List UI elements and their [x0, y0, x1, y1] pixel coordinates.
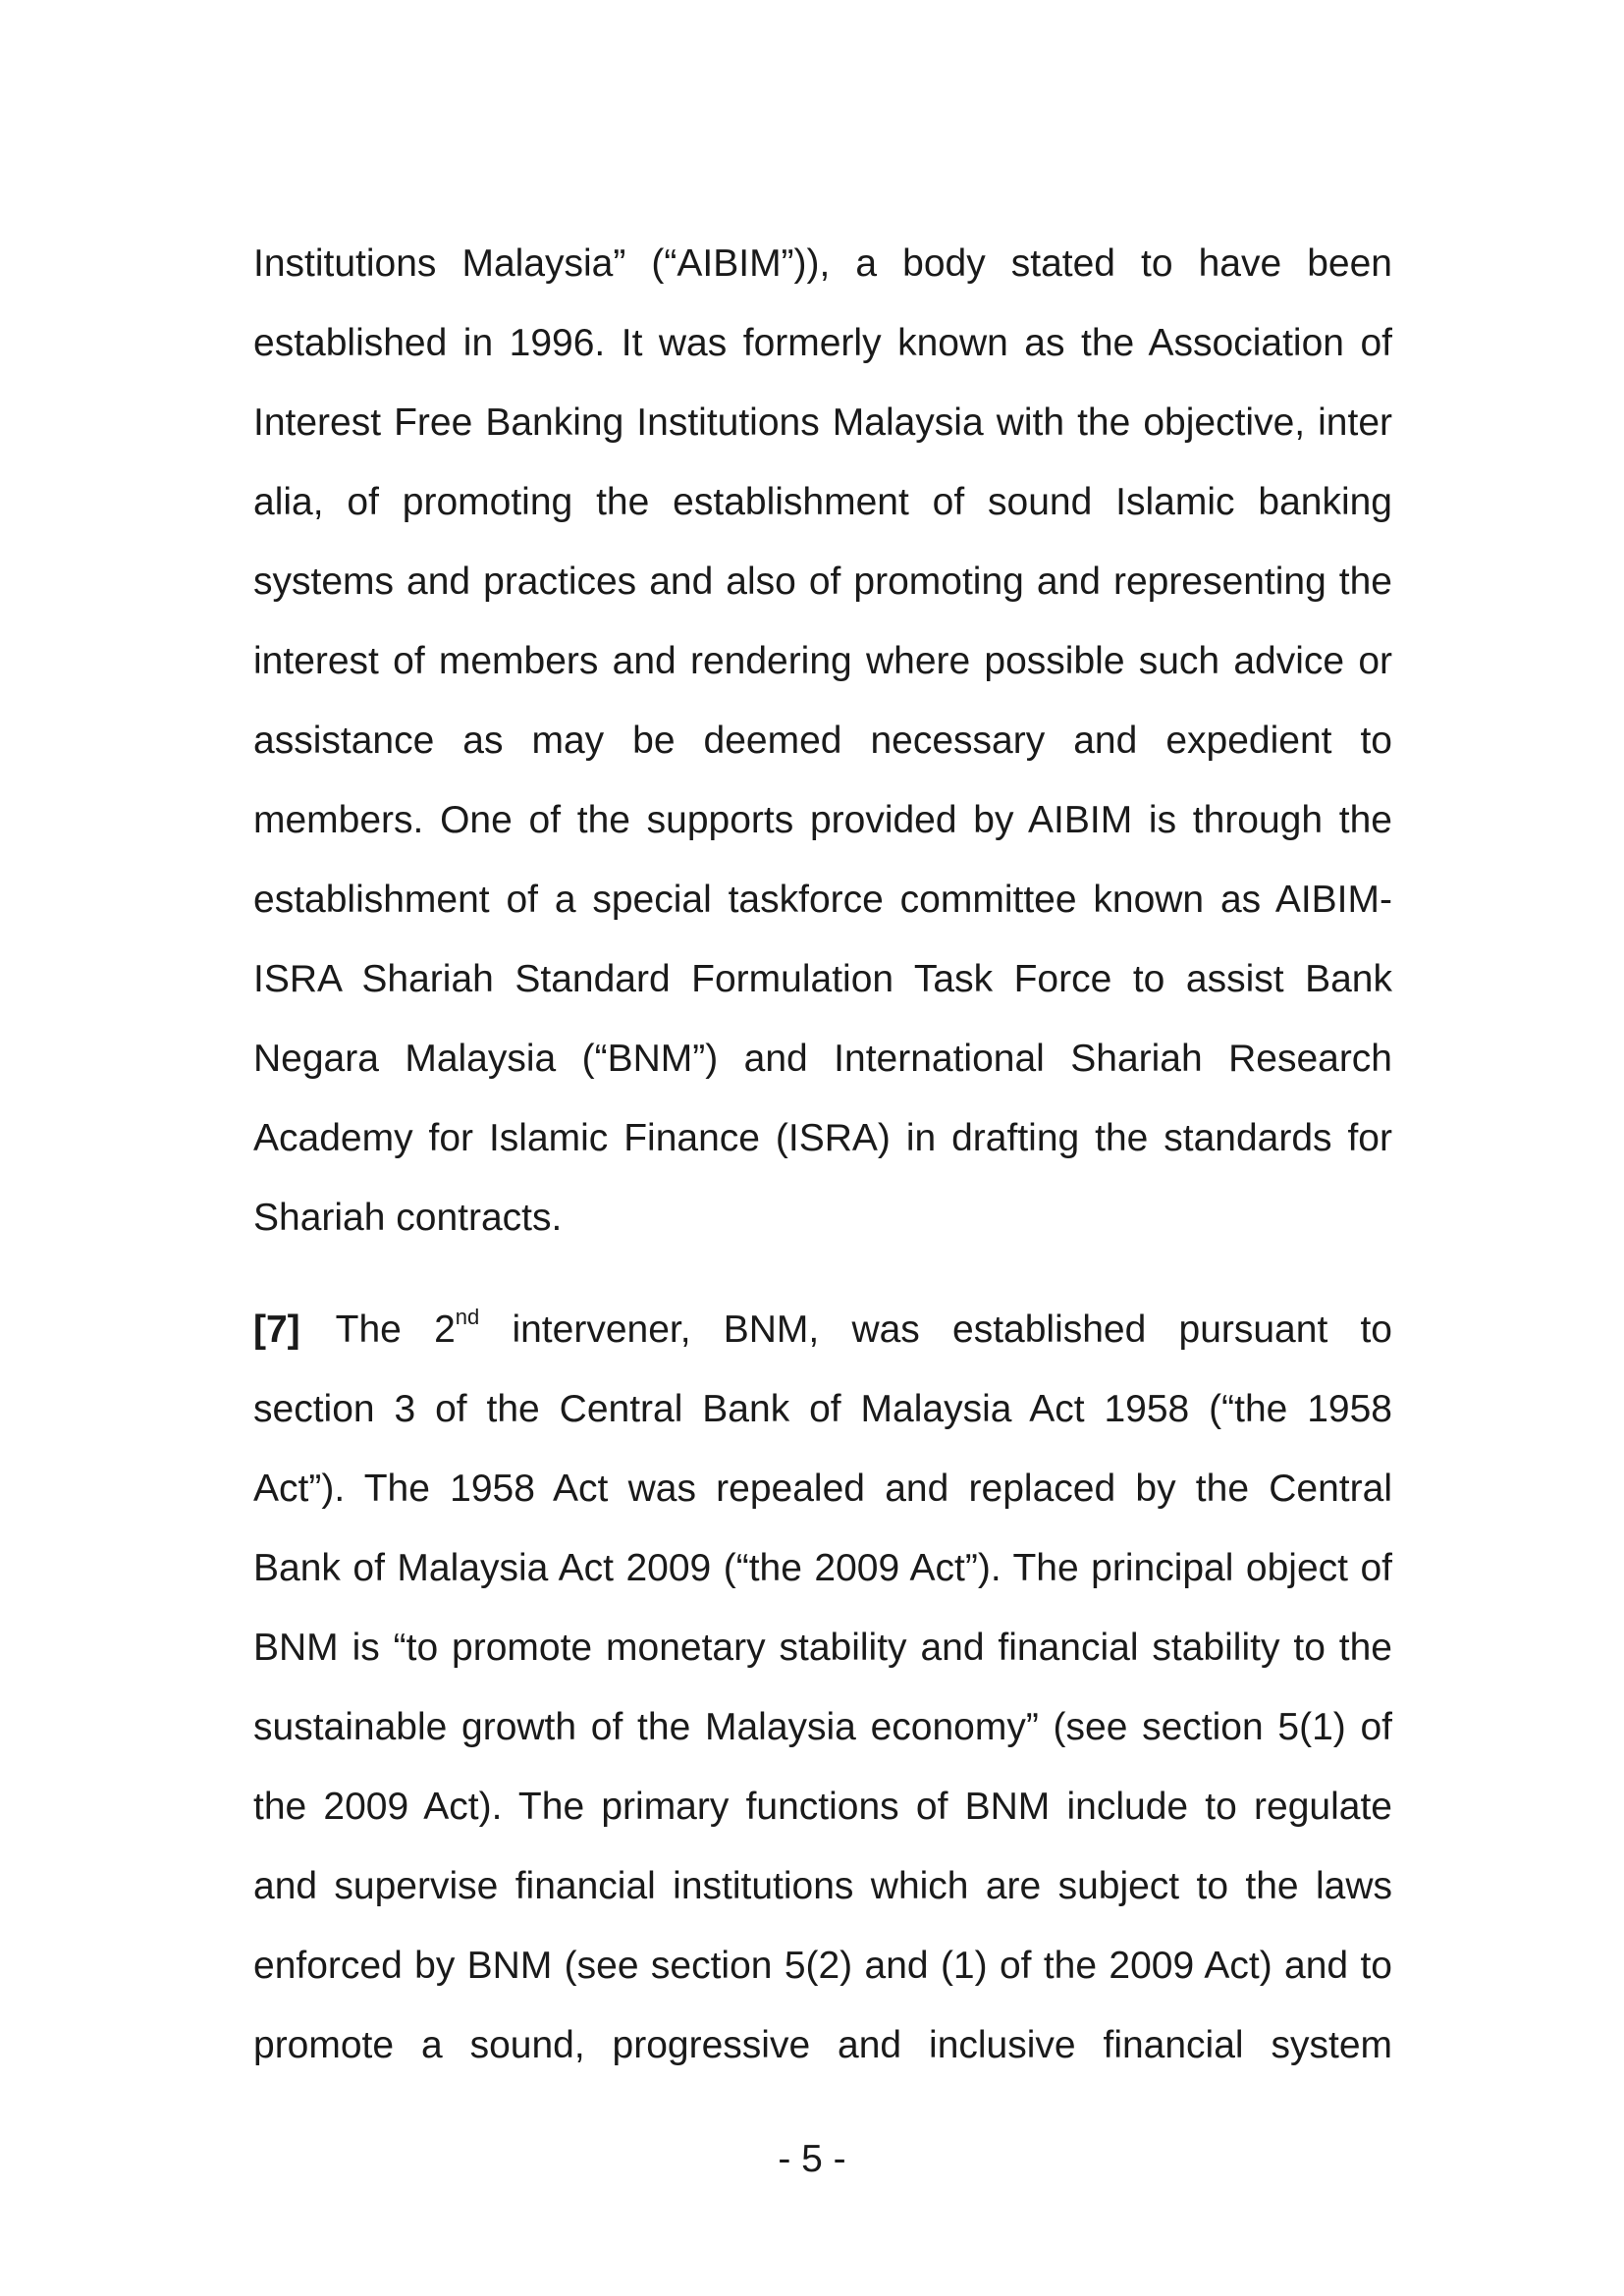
paragraph-line: section 3 of the Central Bank of Malaysia Act 1958 (“the 1958 [253, 1388, 1392, 1430]
paragraph-line: sustainable growth of the Malaysia economy” (see section 5(1) of [253, 1706, 1392, 1748]
first-line-text-rest: intervener, BNM, was established pursuant to [479, 1308, 1392, 1351]
ordinal-suffix: nd [455, 1305, 480, 1329]
paragraph-line: the 2009 Act). The primary functions of BNM include to regulate [253, 1786, 1392, 1828]
first-line-text: The 2 [335, 1308, 456, 1351]
paragraph-line: Act”). The 1958 Act was repealed and replaced by the Central [253, 1468, 1392, 1510]
paragraph-line: Academy for Islamic Finance (ISRA) in drafting the standards for [253, 1117, 1392, 1159]
paragraph-line: members. One of the supports provided by AIBIM is through the [253, 799, 1392, 841]
paragraph-line: promote a sound, progressive and inclusive financial system [253, 2024, 1392, 2066]
paragraph-line: systems and practices and also of promoting and representing the [253, 561, 1392, 603]
paragraph-number: [7] [253, 1308, 300, 1351]
paragraph-line: BNM is “to promote monetary stability and financial stability to the [253, 1627, 1392, 1669]
paragraph-line: established in 1996. It was formerly known as the Association of [253, 322, 1392, 364]
paragraph-7 [253, 1290, 1392, 2085]
paragraph-6-continued [253, 224, 1392, 1257]
paragraph-line: Shariah contracts. [253, 1197, 563, 1239]
paragraph-first-line [253, 1290, 1392, 1369]
paragraph-line: interest of members and rendering where possible such advice or [253, 640, 1392, 682]
paragraph-line: enforced by BNM (see section 5(2) and (1) of the 2009 Act) and to [253, 1945, 1392, 1987]
paragraph-line: alia, of promoting the establishment of sound Islamic banking [253, 481, 1392, 523]
paragraph-line: Negara Malaysia (“BNM”) and International Shariah Research [253, 1038, 1392, 1080]
paragraph-line: ISRA Shariah Standard Formulation Task Force to assist Bank [253, 958, 1392, 1000]
paragraph-line: assistance as may be deemed necessary and expedient to [253, 720, 1392, 762]
paragraph-line: Bank of Malaysia Act 2009 (“the 2009 Act”). The principal object of [253, 1547, 1392, 1589]
paragraph-line: Interest Free Banking Institutions Malaysia with the objective, inter [253, 401, 1392, 444]
paragraph-line: and supervise financial institutions which are subject to the laws [253, 1865, 1392, 1907]
paragraph-line: establishment of a special taskforce committee known as AIBIM- [253, 879, 1392, 921]
paragraph-line: Institutions Malaysia” (“AIBIM”)), a body stated to have been [253, 242, 1392, 285]
page-number: - 5 - [778, 2138, 846, 2180]
